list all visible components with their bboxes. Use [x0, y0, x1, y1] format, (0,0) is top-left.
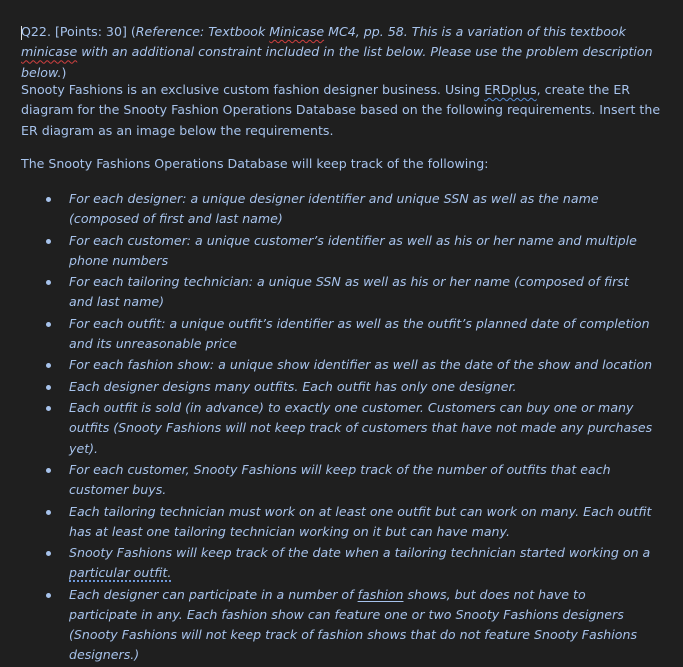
- list-item: Snooty Fashions will keep track of the date when a tailoring technician started working on a particular outfit.: [69, 543, 653, 583]
- list-item: For each outfit: a unique outfit’s identifier as well as the outfit’s planned date of completion and its unreasonable price: [69, 314, 653, 354]
- bullet-dot-icon: [46, 406, 51, 411]
- bullet-dot-icon: [46, 239, 51, 244]
- list-item: Each outfit is sold (in advance) to exactly one customer. Customers can buy one or many outfits (Snooty Fashions will not keep track of customers that have not made any purchases yet).: [69, 398, 653, 459]
- list-item: For each fashion show: a unique show identifier as well as the date of the show and location: [69, 355, 653, 375]
- underlined-word: fashion: [357, 586, 404, 602]
- bullet-dot-icon: [46, 363, 51, 368]
- question-suffix: ): [61, 64, 67, 80]
- spell-minicase-2: minicase: [21, 44, 78, 60]
- list-item: Each designer can participate in a number of fashion shows, but does not have to participate in any. Each fashion show can feature one or two Snooty Fashions designers (Snooty Fashions will not keep track of fashion shows that do not feature Snooty Fashions designers.): [69, 585, 653, 666]
- question-prefix: Q22. [Points: 30] (: [21, 24, 136, 39]
- bullet-dot-icon: [46, 322, 51, 327]
- spell-minicase: Minicase: [269, 24, 325, 39]
- list-item: For each customer: a unique customer’s identifier as well as his or her name and multiple phone numbers: [69, 231, 653, 271]
- bullet-dot-icon: [46, 385, 51, 390]
- requirements-list: [0, 189, 683, 667]
- spell-erdplus: ERDplus: [484, 82, 537, 97]
- bullet-dot-icon: [46, 468, 51, 473]
- list-item: For each customer, Snooty Fashions will keep track of the number of outfits that each customer buys.: [69, 460, 653, 500]
- bullet-dot-icon: [46, 280, 51, 285]
- track-intro: The Snooty Fashions Operations Database will keep track of the following:: [21, 156, 489, 171]
- list-item: For each tailoring technician: a unique SSN as well as his or her name (composed of first and last name): [69, 272, 653, 312]
- list-item: For each designer: a unique designer identifier and unique SSN as well as the name (composed of first and last name): [69, 189, 653, 229]
- bullet-dot-icon: [46, 510, 51, 515]
- list-item: Each tailoring technician must work on at least one outfit but can work on many. Each outfit has at least one tailoring technician working on it but can have many.: [69, 502, 653, 542]
- bullet-dot-icon: [46, 551, 51, 556]
- list-item: Each designer designs many outfits. Each outfit has only one designer.: [69, 377, 653, 397]
- intro-paragraph: Snooty Fashions is an exclusive custom fashion designer business. Using ERDplus, create the ER diagram for the Snooty Fashion Operations Database based on the following requirements. Insert the ER diagram as an image below the requirements.: [21, 82, 661, 138]
- bullet-dot-icon: [46, 593, 51, 598]
- question-header: [21, 22, 661, 83]
- grammar-dotted-underline: particular outfit.: [69, 565, 172, 581]
- bullet-dot-icon: [46, 197, 51, 202]
- question-reference: Reference: Textbook Minicase MC4, pp. 58. This is a variation of this textbook minicase with an additional constraint included in the list below. Please use the problem description below.: [21, 24, 653, 80]
